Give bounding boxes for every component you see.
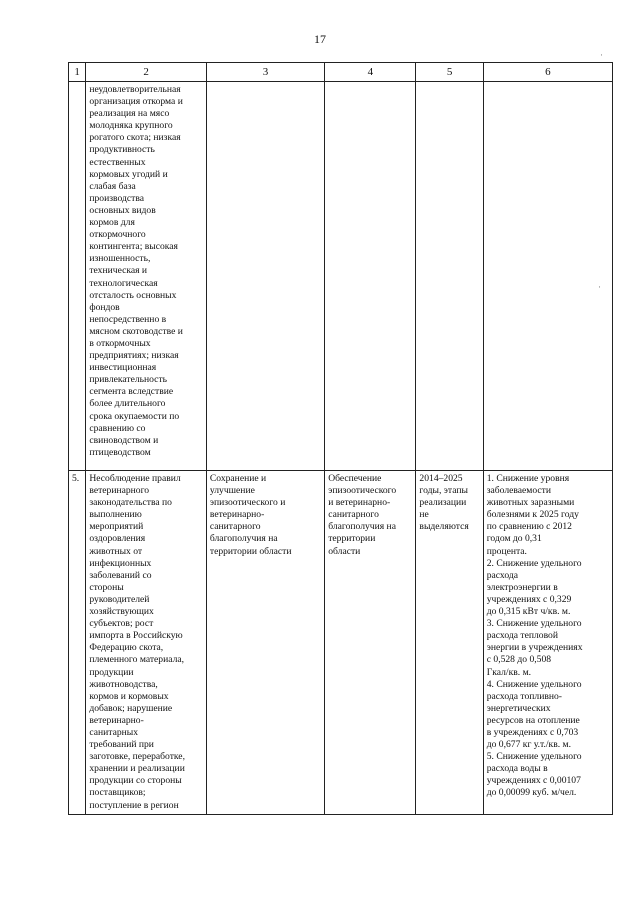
indicators-cell — [483, 82, 612, 471]
scan-speck: · — [600, 50, 603, 60]
task-cell — [325, 82, 416, 471]
period-cell: 2014–2025 годы, этапы реализации не выделяются — [416, 471, 483, 815]
problem-cell: Несоблюдение правил ветеринарного законодательства по выполнению мероприятий оздоровления животных от инфекционных заболеваний со стороны руководителей хозяйствующих субъектов; рост импорта в Российскую Федерацию скота, племенного материала, продукции животноводства, кормов и кормовых добавок; нарушение ветеринарно- санитарных требований при заготовке, переработке, хранении и реализации продукции со стороны поставщиков; поступление в регион — [86, 471, 207, 815]
goal-cell — [206, 82, 324, 471]
header-cell-4: 4 — [325, 63, 416, 82]
period-cell — [416, 82, 483, 471]
header-cell-6: 6 — [483, 63, 612, 82]
task-cell: Обеспечение эпизоотического и ветеринарно- санитарного благополучия на территории области — [325, 471, 416, 815]
page-number: 17 — [314, 32, 326, 46]
goal-cell: Сохранение и улучшение эпизоотического и ветеринарно- санитарного благополучия на территории области — [206, 471, 324, 815]
header-cell-2: 2 — [86, 63, 207, 82]
header-cell-3: 3 — [206, 63, 324, 82]
table-row — [69, 471, 613, 815]
row-number — [69, 82, 86, 471]
header-row — [69, 63, 613, 82]
header-cell-1: 1 — [69, 63, 86, 82]
row-number: 5. — [69, 471, 86, 815]
program-table — [68, 62, 613, 815]
scan-speck: · — [598, 282, 601, 292]
problem-cell: неудовлетворительная организация откорма и реализация на мясо молодняка крупного рогатого скота; низкая продуктивность естественных кормовых угодий и слабая база производства основных видов кормов для откормочного контингента; высокая изношенность, техническая и технологическая отсталость основных фондов непосредственно в мясном скотоводстве и в откормочных предприятиях; низкая инвестиционная привлекательность сегмента вследствие более длительного срока окупаемости по сравнению со свиноводством и птицеводством — [86, 82, 207, 471]
table-row — [69, 82, 613, 471]
header-cell-5: 5 — [416, 63, 483, 82]
indicators-cell: 1. Снижение уровня заболеваемости животных заразными болезнями к 2025 году по сравнению с 2012 годом до 0,31 процента. 2. Снижение удельного расхода электроэнергии в учреждениях с 0,329 до 0,315 кВт ч/кв. м. 3. Снижение удельного расхода тепловой энергии в учреждениях с 0,528 до 0,508 Гкал/кв. м. 4. Снижение удельного расхода топливно- энергетических ресурсов на отопление в учреждениях с 0,703 до 0,677 кг у.т./кв. м. 5. Снижение удельного расхода воды в учреждениях с 0,00107 до 0,00099 куб. м/чел. — [483, 471, 612, 815]
